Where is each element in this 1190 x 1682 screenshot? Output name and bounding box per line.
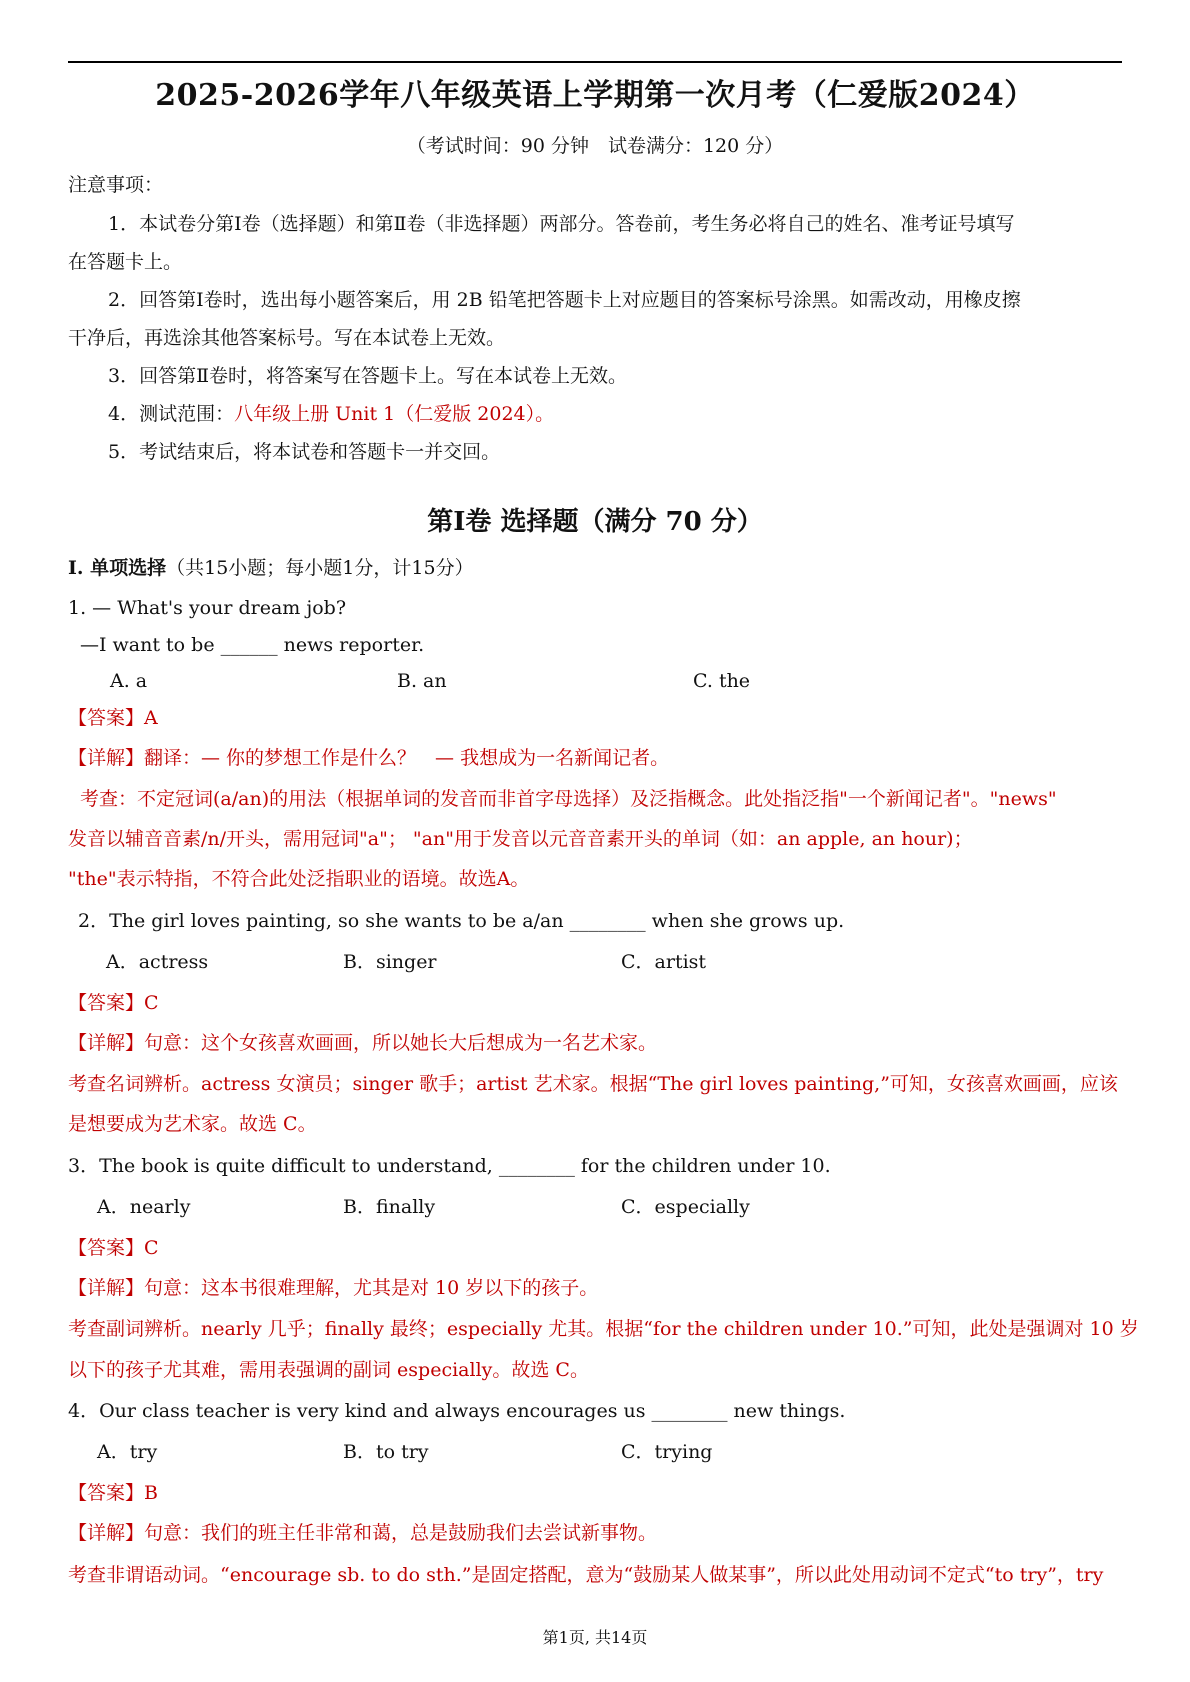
q1-detail-4: "the"表示特指，不符合此处泛指职业的语境。故选A。 (68, 868, 530, 890)
q2-detail-2: 考查名词辨析。actress 女演员；singer 歌手；artist 艺术家。根据“The girl loves painting,”可知，女孩喜欢画画，应该 (68, 1073, 1118, 1095)
q1-option-b: B. an (397, 670, 447, 692)
page-number: 第1页, 共14页 (542, 1628, 648, 1647)
q3-stem: 3．The book is quite difficult to understand, ________ for the children under 10. (68, 1155, 831, 1177)
notice-item-2-cont: 干净后，再选涂其他答案标号。写在本试卷上无效。 (68, 327, 506, 349)
q4-detail-1: 【详解】句意：我们的班主任非常和蔼，总是鼓励我们去尝试新事物。 (68, 1522, 658, 1544)
q1-option-c: C. the (693, 670, 751, 692)
part-desc: （共15小题；每小题1分，计15分） (166, 557, 474, 579)
q2-answer: 【答案】C (68, 992, 159, 1014)
test-range: 八年级上册 Unit 1（仁爱版 2024）。 (234, 403, 555, 425)
q1-detail-3: 发音以辅音音素/n/开头，需用冠词"a"； "an"用于发音以元音音素开头的单词（如：an apple, an hour)； (68, 828, 973, 850)
q3-option-c: C．especially (621, 1196, 750, 1218)
q1-answer: 【答案】A (68, 707, 158, 729)
q1-line1: 1. — What's your dream job? (68, 597, 347, 619)
q3-detail-1: 【详解】句意：这本书很难理解，尤其是对 10 岁以下的孩子。 (68, 1277, 599, 1299)
part-label: I. 单项选择 (68, 557, 167, 579)
q3-answer: 【答案】C (68, 1237, 159, 1259)
q4-answer: 【答案】B (68, 1482, 158, 1504)
notice-item-4-prefix: 4．测试范围： (108, 403, 235, 425)
q2-option-b: B．singer (343, 951, 437, 973)
q4-option-c: C．trying (621, 1441, 713, 1463)
q1-detail-2: 考查：不定冠词(a/an)的用法（根据单词的发音而非首字母选择）及泛指概念。此处指泛指"一个新闻记者"。"news" (80, 788, 1057, 810)
q3-option-b: B．finally (343, 1196, 436, 1218)
q1-option-a: A. a (110, 670, 148, 692)
notice-item-3: 3．回答第Ⅱ卷时，将答案写在答题卡上。写在本试卷上无效。 (108, 365, 628, 387)
q2-option-c: C．artist (621, 951, 707, 973)
q3-option-a: A．nearly (97, 1196, 191, 1218)
q2-detail-1: 【详解】句意：这个女孩喜欢画画，所以她长大后想成为一名艺术家。 (68, 1032, 658, 1054)
section-title: 第Ⅰ卷 选择题（满分 70 分） (427, 507, 763, 537)
notice-item-1: 1．本试卷分第Ⅰ卷（选择题）和第Ⅱ卷（非选择题）两部分。答卷前，考生务必将自己的姓名、准考证号填写 (108, 213, 1015, 235)
exam-info: （考试时间：90 分钟 试卷满分：120 分） (406, 135, 784, 157)
q3-detail-2: 考查副词辨析。nearly 几乎；finally 最终；especially 尤其。根据“for the children under 10.”可知，此处是强调对 10 岁 (68, 1318, 1139, 1340)
q4-option-a: A．try (97, 1441, 158, 1463)
q2-stem: 2．The girl loves painting, so she wants to be a/an ________ when she grows up. (78, 910, 845, 932)
q3-detail-3: 以下的孩子尤其难，需用表强调的副词 especially。故选 C。 (68, 1359, 589, 1381)
q4-detail-2: 考查非谓语动词。“encourage sb. to do sth.”是固定搭配，意为“鼓励某人做某事”，所以此处用动词不定式“to try”，try (68, 1564, 1104, 1586)
part-heading (68, 555, 1124, 581)
q1-detail-1: 【详解】翻译：— 你的梦想工作是什么？ — 我想成为一名新闻记者。 (68, 747, 670, 769)
notice-item-1-cont: 在答题卡上。 (68, 251, 183, 273)
notice-item-5: 5．考试结束后，将本试卷和答题卡一并交回。 (108, 441, 501, 463)
notice-item-4 (108, 401, 1124, 427)
top-rule (68, 61, 1122, 63)
notice-item-2: 2．回答第Ⅰ卷时，选出每小题答案后，用 2B 铅笔把答题卡上对应题目的答案标号涂黑。如需改动，用橡皮擦 (108, 289, 1021, 311)
notice-heading: 注意事项： (68, 174, 164, 196)
q2-detail-3: 是想要成为艺术家。故选 C。 (68, 1113, 317, 1135)
q4-option-b: B．to try (343, 1441, 429, 1463)
q1-line2: —I want to be ______ news reporter. (80, 634, 425, 656)
q2-option-a: A．actress (106, 951, 209, 973)
q4-stem: 4．Our class teacher is very kind and always encourages us ________ new things. (68, 1400, 846, 1422)
page-title: 2025-2026学年八年级英语上学期第一次月考（仁爱版2024） (155, 78, 1035, 113)
